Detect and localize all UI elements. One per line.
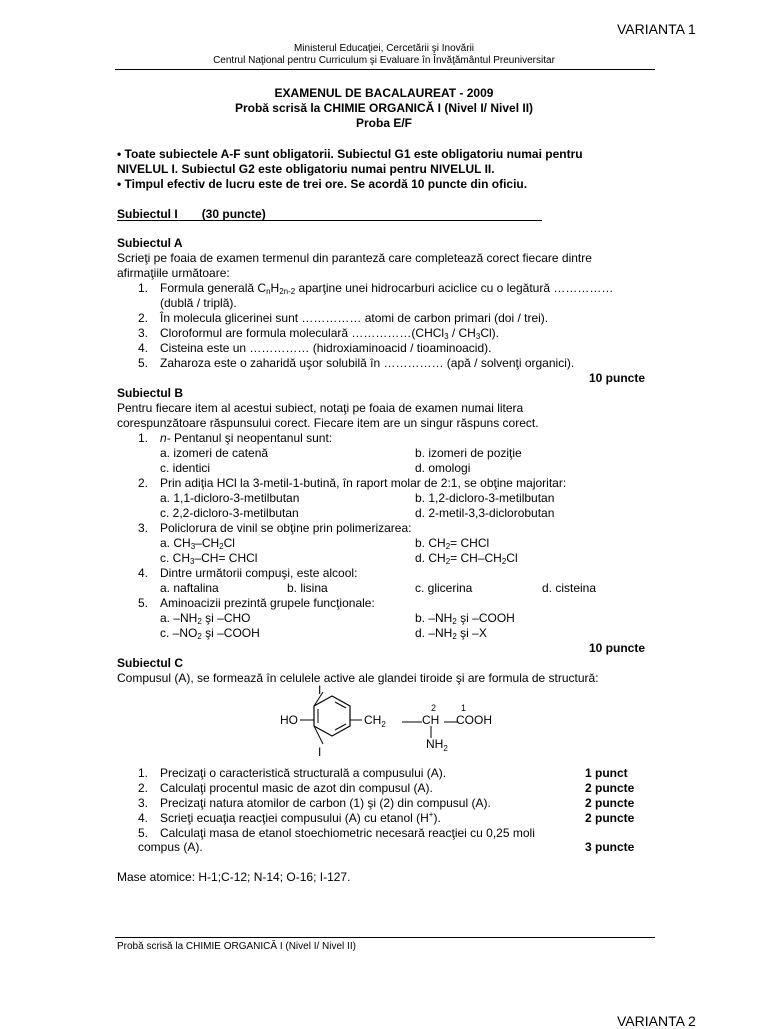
subject-i-points: (30 puncte) — [201, 207, 266, 221]
q5-num: 5. — [138, 596, 149, 610]
group-ho: HO — [280, 713, 298, 727]
carbon-label-1: 1 — [461, 703, 467, 713]
q1-option-d: d. omologi — [415, 461, 471, 475]
q1-option-c: c. identici — [160, 461, 211, 475]
section-a-item-2-num: 2. — [138, 311, 149, 325]
exam-proba: Proba E/F — [355, 116, 412, 130]
structural-formula — [280, 684, 510, 764]
q3-option-c: c. $CH_3-CH=$ CHCl — [160, 551, 258, 566]
section-a-item-4: Cisteina este un …………… (hidroxiaminoacid / tioaminoacid). — [160, 341, 492, 355]
q5-option-a: a. $-NH_2$ şi –CHO — [160, 611, 251, 626]
q5-option-b: b. $-NH_2$ şi –COOH — [415, 611, 515, 626]
atomic-masses: Mase atomice: H-1;C-12; N-14; O-16; I-127. — [117, 870, 351, 884]
section-b-points: 10 puncte — [588, 641, 645, 655]
task-5-num: 5. — [138, 826, 149, 840]
task-4: Scrieţi ecuaţia reacţiei compusului (A) cu etanol (H+). — [160, 810, 441, 825]
section-a-intro-2: afirmaţiile următoare: — [117, 266, 230, 280]
task-2-num: 2. — [138, 781, 149, 795]
atom-i-bottom: I — [318, 745, 322, 759]
section-b-intro-2: corespunzătoare răspunsului corect. Fiecare item are un singur răspuns corect. — [117, 416, 539, 430]
subject-i-heading — [117, 207, 542, 221]
task-5-cont: compus (A). — [138, 840, 203, 854]
instructions-line-1: • Toate subiectele A-F sunt obligatorii. Subiectul G1 este obligatoriu numai pentru — [117, 147, 583, 161]
section-a-item-1: Formula generală $C_nH_{2n-2}$ aparţine unei hidrocarburi aciclice cu o legătură …………… — [160, 281, 614, 296]
q3-option-d: d. $CH_2= CH-CH_2Cl$ — [415, 551, 518, 566]
section-a-item-1-num: 1. — [138, 281, 149, 295]
q3-option-a: a. $CH_3-CH_2Cl$ — [160, 536, 235, 551]
q4-num: 4. — [138, 566, 149, 580]
q5-option-d: d. $-NH_2$ şi –X — [415, 626, 487, 641]
section-a-item-1-cont: (dublă / triplă). — [160, 296, 237, 310]
q4-option-a: a. naftalina — [160, 581, 219, 595]
section-a-item-4-num: 4. — [138, 341, 149, 355]
task-5-points: 3 puncte — [585, 840, 635, 854]
q2-option-b: b. 1,2-dicloro-3-metilbutan — [415, 491, 555, 505]
q1-option-b: b. izomeri de poziţie — [415, 446, 522, 460]
section-a-item-5: Zaharoza este o zaharidă uşor solubilă în …………… (apă / solvenţi organici). — [160, 356, 575, 370]
task-1-points: 1 punct — [585, 766, 628, 780]
task-2: Calculaţi procentul masic de azot din compusul (A). — [160, 781, 433, 795]
q2-num: 2. — [138, 476, 149, 490]
instructions-line-3: • Timpul efectiv de lucru este de trei ore. Se acordă 10 puncte din oficiu. — [117, 177, 528, 191]
section-b-heading: Subiectul B — [117, 386, 184, 400]
task-3: Precizaţi natura atomilor de carbon (1) şi (2) din compusul (A). — [160, 796, 491, 810]
section-a-item-2: În molecula glicerinei sunt …………… atomi de carbon primari (doi / trei). — [160, 311, 549, 325]
task-4-points: 2 puncte — [585, 811, 635, 825]
exam-subtitle: Probă scrisă la CHIMIE ORGANICĂ I (Nivel I/ Nivel II) — [234, 101, 534, 115]
carbon-label-2: 2 — [431, 703, 437, 713]
section-a-item-3: Cloroformul are formula moleculară ……………(CHCl$_3$ / $CH_3Cl$). — [160, 326, 499, 341]
task-2-points: 2 puncte — [585, 781, 635, 795]
q2-option-c: c. 2,2-dicloro-3-metilbutan — [160, 506, 299, 520]
section-c-heading: Subiectul C — [117, 656, 184, 670]
instructions-line-2: NIVELUL I. Subiectul G2 este obligatoriu numai pentru NIVELUL II. — [117, 162, 495, 176]
group-ch2: $CH_2$ — [364, 713, 386, 729]
q4-text: Dintre următorii compuşi, este alcool: — [160, 566, 358, 580]
group-ch: CH — [422, 713, 440, 727]
section-b-intro-1: Pentru fiecare item al acestui subiect, notaţi pe foaia de examen numai litera — [117, 401, 524, 415]
q5-text: Aminoacizii prezintă grupele funcţionale: — [160, 596, 375, 610]
section-a-points: 10 puncte — [588, 371, 645, 385]
task-1: Precizaţi o caracteristică structurală a compusului (A). — [160, 766, 447, 780]
footer-divider — [115, 937, 655, 938]
subject-i-label: Subiectul I — [117, 207, 178, 221]
variant-label-top: VARIANTA 1 — [617, 21, 696, 37]
benzene-ring — [314, 696, 350, 736]
q2-option-a: a. 1,1-dicloro-3-metilbutan — [160, 491, 300, 505]
section-a-intro-1: Scrieţi pe foaia de examen termenul din paranteză care completează corect fiecare dintre — [117, 251, 592, 265]
header-divider — [115, 69, 655, 70]
variant-label-bottom: VARIANTA 2 — [617, 1013, 696, 1029]
task-3-points: 2 puncte — [585, 796, 635, 810]
q2-option-d: d. 2-metil-3,3-diclorobutan — [415, 506, 555, 520]
footer-text: Probă scrisă la CHIMIE ORGANICĂ I (Nivel I/ Nivel II) — [117, 941, 356, 952]
q3-option-b: b. $CH_2=$ CHCl — [415, 536, 490, 551]
atom-i-top: I — [318, 684, 322, 697]
center-line: Centrul Naţional pentru Curriculum şi Evaluare în Învăţământul Preuniversitar — [213, 55, 555, 66]
q1-text: n- Pentanul şi neopentanul sunt: — [160, 431, 333, 445]
task-5: Calculaţi masa de etanol stoechiometric necesară reacţiei cu 0,25 moli — [160, 826, 535, 840]
ministry-line: Ministerul Educaţiei, Cercetării şi Inovării — [293, 43, 475, 54]
q1-num: 1. — [138, 431, 149, 445]
q4-option-d: d. cisteina — [542, 581, 597, 595]
section-c-intro: Compusul (A), se formează în celulele active ale glandei tiroide şi are formula de structură: — [117, 671, 599, 685]
task-1-num: 1. — [138, 766, 149, 780]
task-4-num: 4. — [138, 811, 149, 825]
group-cooh: COOH — [456, 713, 492, 727]
exam-title: EXAMENUL DE BACALAUREAT - 2009 — [274, 86, 494, 100]
q3-num: 3. — [138, 521, 149, 535]
section-a-heading: Subiectul A — [117, 236, 183, 250]
q1-option-a: a. izomeri de catenă — [160, 446, 269, 460]
q5-option-c: c. $-NO_2$ şi –COOH — [160, 626, 260, 641]
q4-option-b: b. lisina — [287, 581, 328, 595]
task-3-num: 3. — [138, 796, 149, 810]
q4-option-c: c. glicerina — [415, 581, 473, 595]
q2-text: Prin adiţia HCl la 3-metil-1-butină, în raport molar de 2:1, se obţine majoritar: — [160, 476, 567, 490]
group-nh2: $NH_2$ — [426, 737, 448, 753]
section-a-item-5-num: 5. — [138, 356, 149, 370]
q3-text: Policlorura de vinil se obţine prin polimerizarea: — [160, 521, 412, 535]
section-a-item-3-num: 3. — [138, 326, 149, 340]
